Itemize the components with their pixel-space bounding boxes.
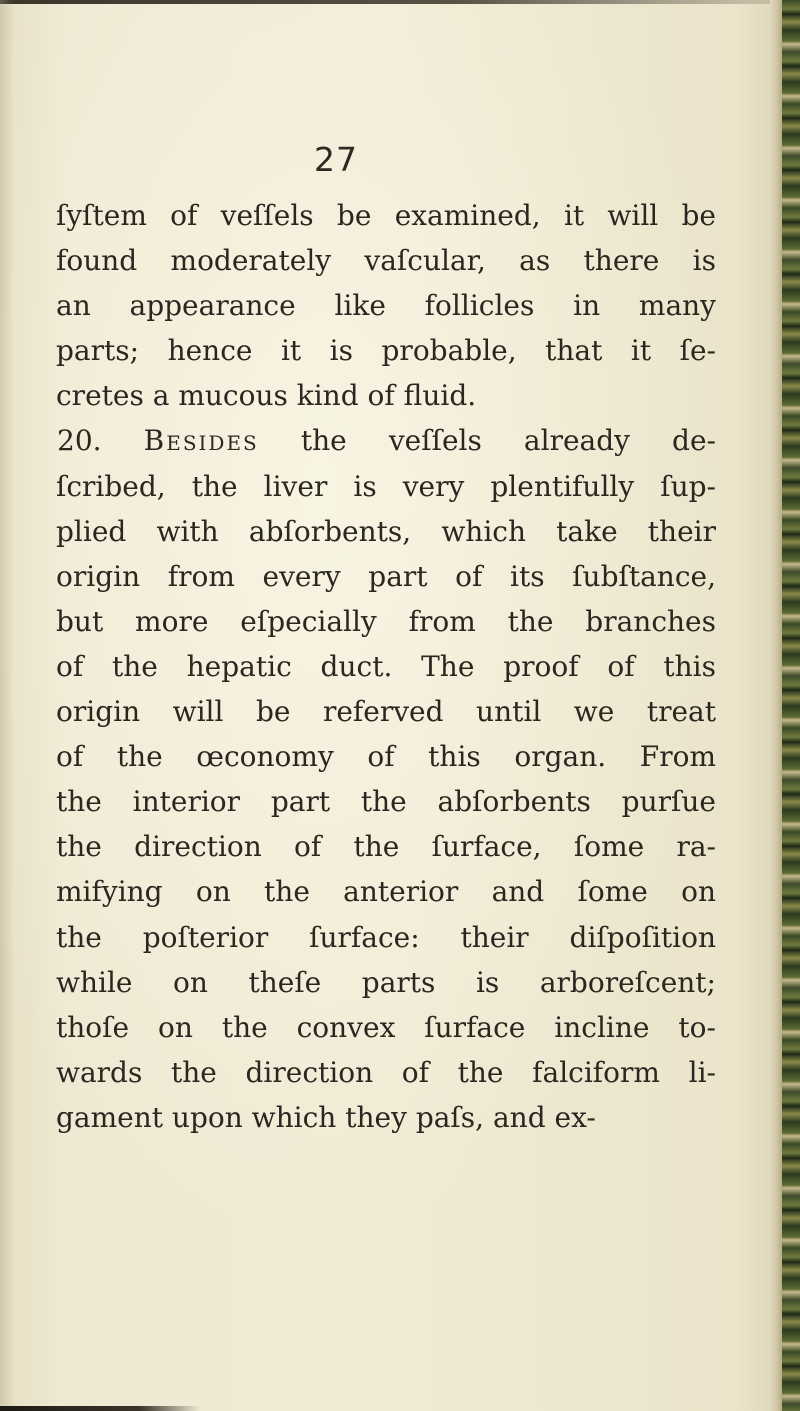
text-line: while on theſe parts is arboreſcent; (56, 965, 716, 999)
text-line: an appearance like follicles in many (56, 289, 716, 323)
gutter-shadow (0, 0, 14, 1411)
page-number: 27 (314, 140, 358, 179)
text-line: parts; hence it is probable, that it ſe- (56, 334, 716, 368)
book-fore-edge (782, 0, 800, 1411)
text-line: origin from every part of its ſubſtance, (56, 559, 716, 593)
text-line: ſcribed, the liver is very plentifully ſup- (56, 469, 716, 503)
paragraph-first-line-text: the veſſels already de- (300, 424, 717, 458)
text-line: the poſterior ſurface: their diſpoſition (56, 920, 716, 954)
body-text (56, 193, 716, 1140)
page-top-edge (0, 0, 770, 4)
paragraph-number: 20. (57, 424, 102, 458)
text-line: gament upon which they paſs, and ex- (56, 1100, 596, 1134)
text-line: thoſe on the convex ſurface incline to- (56, 1010, 716, 1044)
paragraph-20-first-line (56, 418, 716, 463)
text-line: ſyſtem of veſſels be examined, it will be (56, 199, 716, 232)
fore-edge-shadow (770, 0, 782, 1411)
paragraph-lead-word: Besides (143, 424, 259, 458)
text-line: of the hepatic duct. The proof of this (56, 649, 716, 683)
text-line: the interior part the abſorbents purſue (56, 785, 716, 819)
text-line: found moderately vaſcular, as there is (56, 244, 716, 278)
text-line: origin will be referved until we treat (56, 695, 716, 729)
text-line: the direction of the ſurface, ſome ra- (56, 830, 716, 864)
text-line: wards the direction of the falciform li- (56, 1055, 716, 1089)
text-line: of the œconomy of this organ. From (56, 740, 716, 774)
text-line: mifying on the anterior and ſome on (56, 875, 716, 909)
text-line: cretes a mucous kind of fluid. (56, 379, 477, 413)
text-line: plied with abſorbents, which take their (56, 514, 716, 548)
page-bottom-edge (0, 1406, 200, 1411)
text-line: but more eſpecially from the branches (56, 604, 716, 638)
